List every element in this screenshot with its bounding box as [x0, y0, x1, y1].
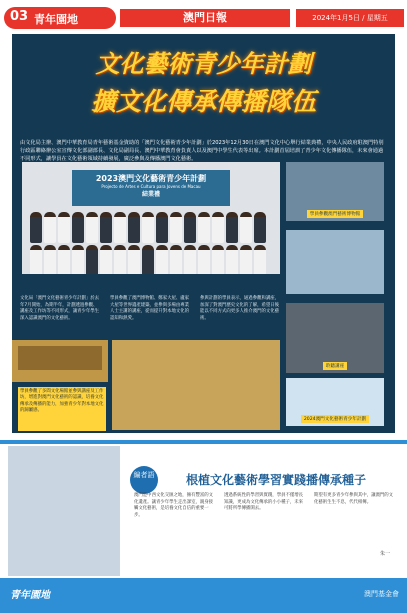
photo-caption: 2024澳門文化藝術青少年計劃	[301, 415, 369, 423]
backdrop-subtitle: Projecto de Artes e Cultura para Jovens de Macau	[101, 184, 201, 189]
person	[156, 245, 168, 274]
lead-paragraph: 由文化局主辦、澳門中華教育局青年藝術基金資助的「澳門文化藝術青少年計劃」於2023年12月30日在澳門文化中心舉行結業典禮，中央人民政府駐澳門特別行政區聯絡辦公室宣傳文化部副部長、文化局副局長、澳門中華教育會負責人以及澳門中學生代表等出席。本計劃首屆培訓了青少年文化傳播隊伍，未來會通過不同形式，讓學員在文化藝術領域持續發展，廣泛參與及傳播澳門文化藝術。	[20, 140, 384, 162]
students-photo	[8, 446, 120, 576]
newspaper-name: 澳門日報	[120, 9, 290, 27]
editor-note-badge: 編者語	[130, 466, 158, 494]
article-column-3: 參與計劃的學員表示，通過參觀和講座，加深了對澳門歷史文化的了解，希望日後能以不同方式向更多人推介澳門的文化藝術。	[200, 296, 280, 321]
byline: 朱一	[380, 551, 391, 557]
opinion-column-2: 透過系統性的學習與實踐，學員不僅增長知識，更成為文化傳承的小小種子，未來可將所學傳播開去。	[224, 493, 304, 512]
museum-visit-photo	[286, 162, 384, 221]
person	[170, 245, 182, 274]
person	[72, 245, 84, 274]
headline-line-1: 文化藝術青少年計劃	[95, 49, 312, 78]
person	[44, 245, 56, 274]
person	[170, 212, 182, 243]
group-photo	[22, 162, 280, 274]
person	[58, 212, 70, 243]
person	[254, 245, 266, 274]
person	[72, 212, 84, 243]
article-column-1: 文化局「澳門文化藝術青少年計劃」於去年7月開始，為期半年，計劃透過參觀、講座及工作坊等不同形式，讓青少年學生深入認識澳門的文化藝術。	[20, 296, 100, 321]
person	[254, 212, 266, 243]
footer-strip	[0, 578, 407, 613]
person	[212, 245, 224, 274]
person	[240, 212, 252, 243]
person	[100, 212, 112, 243]
person	[86, 245, 98, 274]
issue-date: 2024年1月5日 / 星期五	[296, 9, 404, 27]
person	[100, 245, 112, 274]
person	[240, 245, 252, 274]
highlight-caption: 學員參觀了多間文化場館並參與講座及工作坊，增進對澳門文化藝術的認識，培養文化傳承及傳播的能力，加強青少年對本地文化的歸屬感。	[18, 387, 106, 431]
group-of-people	[30, 212, 272, 268]
photo-caption: 聆聽講座	[323, 362, 347, 370]
person	[44, 212, 56, 243]
program-poster-photo	[286, 378, 384, 426]
section-number: 03	[10, 9, 29, 24]
opinion-title: 根植文化藝術學習實踐播傳承種子	[186, 473, 367, 487]
person	[184, 245, 196, 274]
section-name: 青年園地	[34, 13, 78, 26]
footer-section-label: 青年園地	[10, 590, 50, 601]
stage-photo	[12, 340, 108, 382]
article-column-2: 學員參觀了澳門博物館、鄭家大屋、盧家大屋等世界遺產建築，並參與多場由專業人士主講的講座，從而提升對本地文化的認知和熱愛。	[110, 296, 190, 321]
sponsor-logo: 澳門基金會	[364, 590, 399, 598]
person	[142, 212, 154, 243]
person	[30, 245, 42, 274]
person	[226, 245, 238, 274]
page-header	[0, 0, 407, 34]
person	[128, 212, 140, 243]
person	[58, 245, 70, 274]
person	[198, 245, 210, 274]
person	[30, 212, 42, 243]
hero-banner	[12, 34, 395, 130]
headline-line-2: 擴文化傳承傳播隊伍	[90, 87, 316, 116]
event-backdrop	[72, 170, 230, 206]
section-divider	[0, 440, 407, 444]
person	[86, 212, 98, 243]
person	[114, 212, 126, 243]
lecture-photo	[286, 303, 384, 373]
person	[226, 212, 238, 243]
person	[142, 245, 154, 274]
hall-interior-photo	[112, 340, 280, 430]
person	[114, 245, 126, 274]
opinion-column-1: 澳門是中西文化交匯之地，擁有豐富的文化遺產。讓青少年學生走出課室，親身接觸文化藝術，是培養文化自信的重要一步。	[134, 493, 214, 518]
person	[156, 212, 168, 243]
backdrop-title: 2023澳門文化藝術青少年計劃	[95, 174, 207, 183]
section-badge	[4, 7, 116, 29]
person	[128, 245, 140, 274]
opinion-column-3: 期望有更多青少年參與其中，讓澳門的文化藝術生生不息，代代相傳。	[314, 493, 394, 505]
backdrop-ceremony: 結業禮	[141, 191, 160, 198]
person	[184, 212, 196, 243]
person	[212, 212, 224, 243]
person	[198, 212, 210, 243]
photo-caption: 學員參觀澳門藝術博物館	[307, 210, 364, 218]
building-photo	[286, 230, 384, 294]
